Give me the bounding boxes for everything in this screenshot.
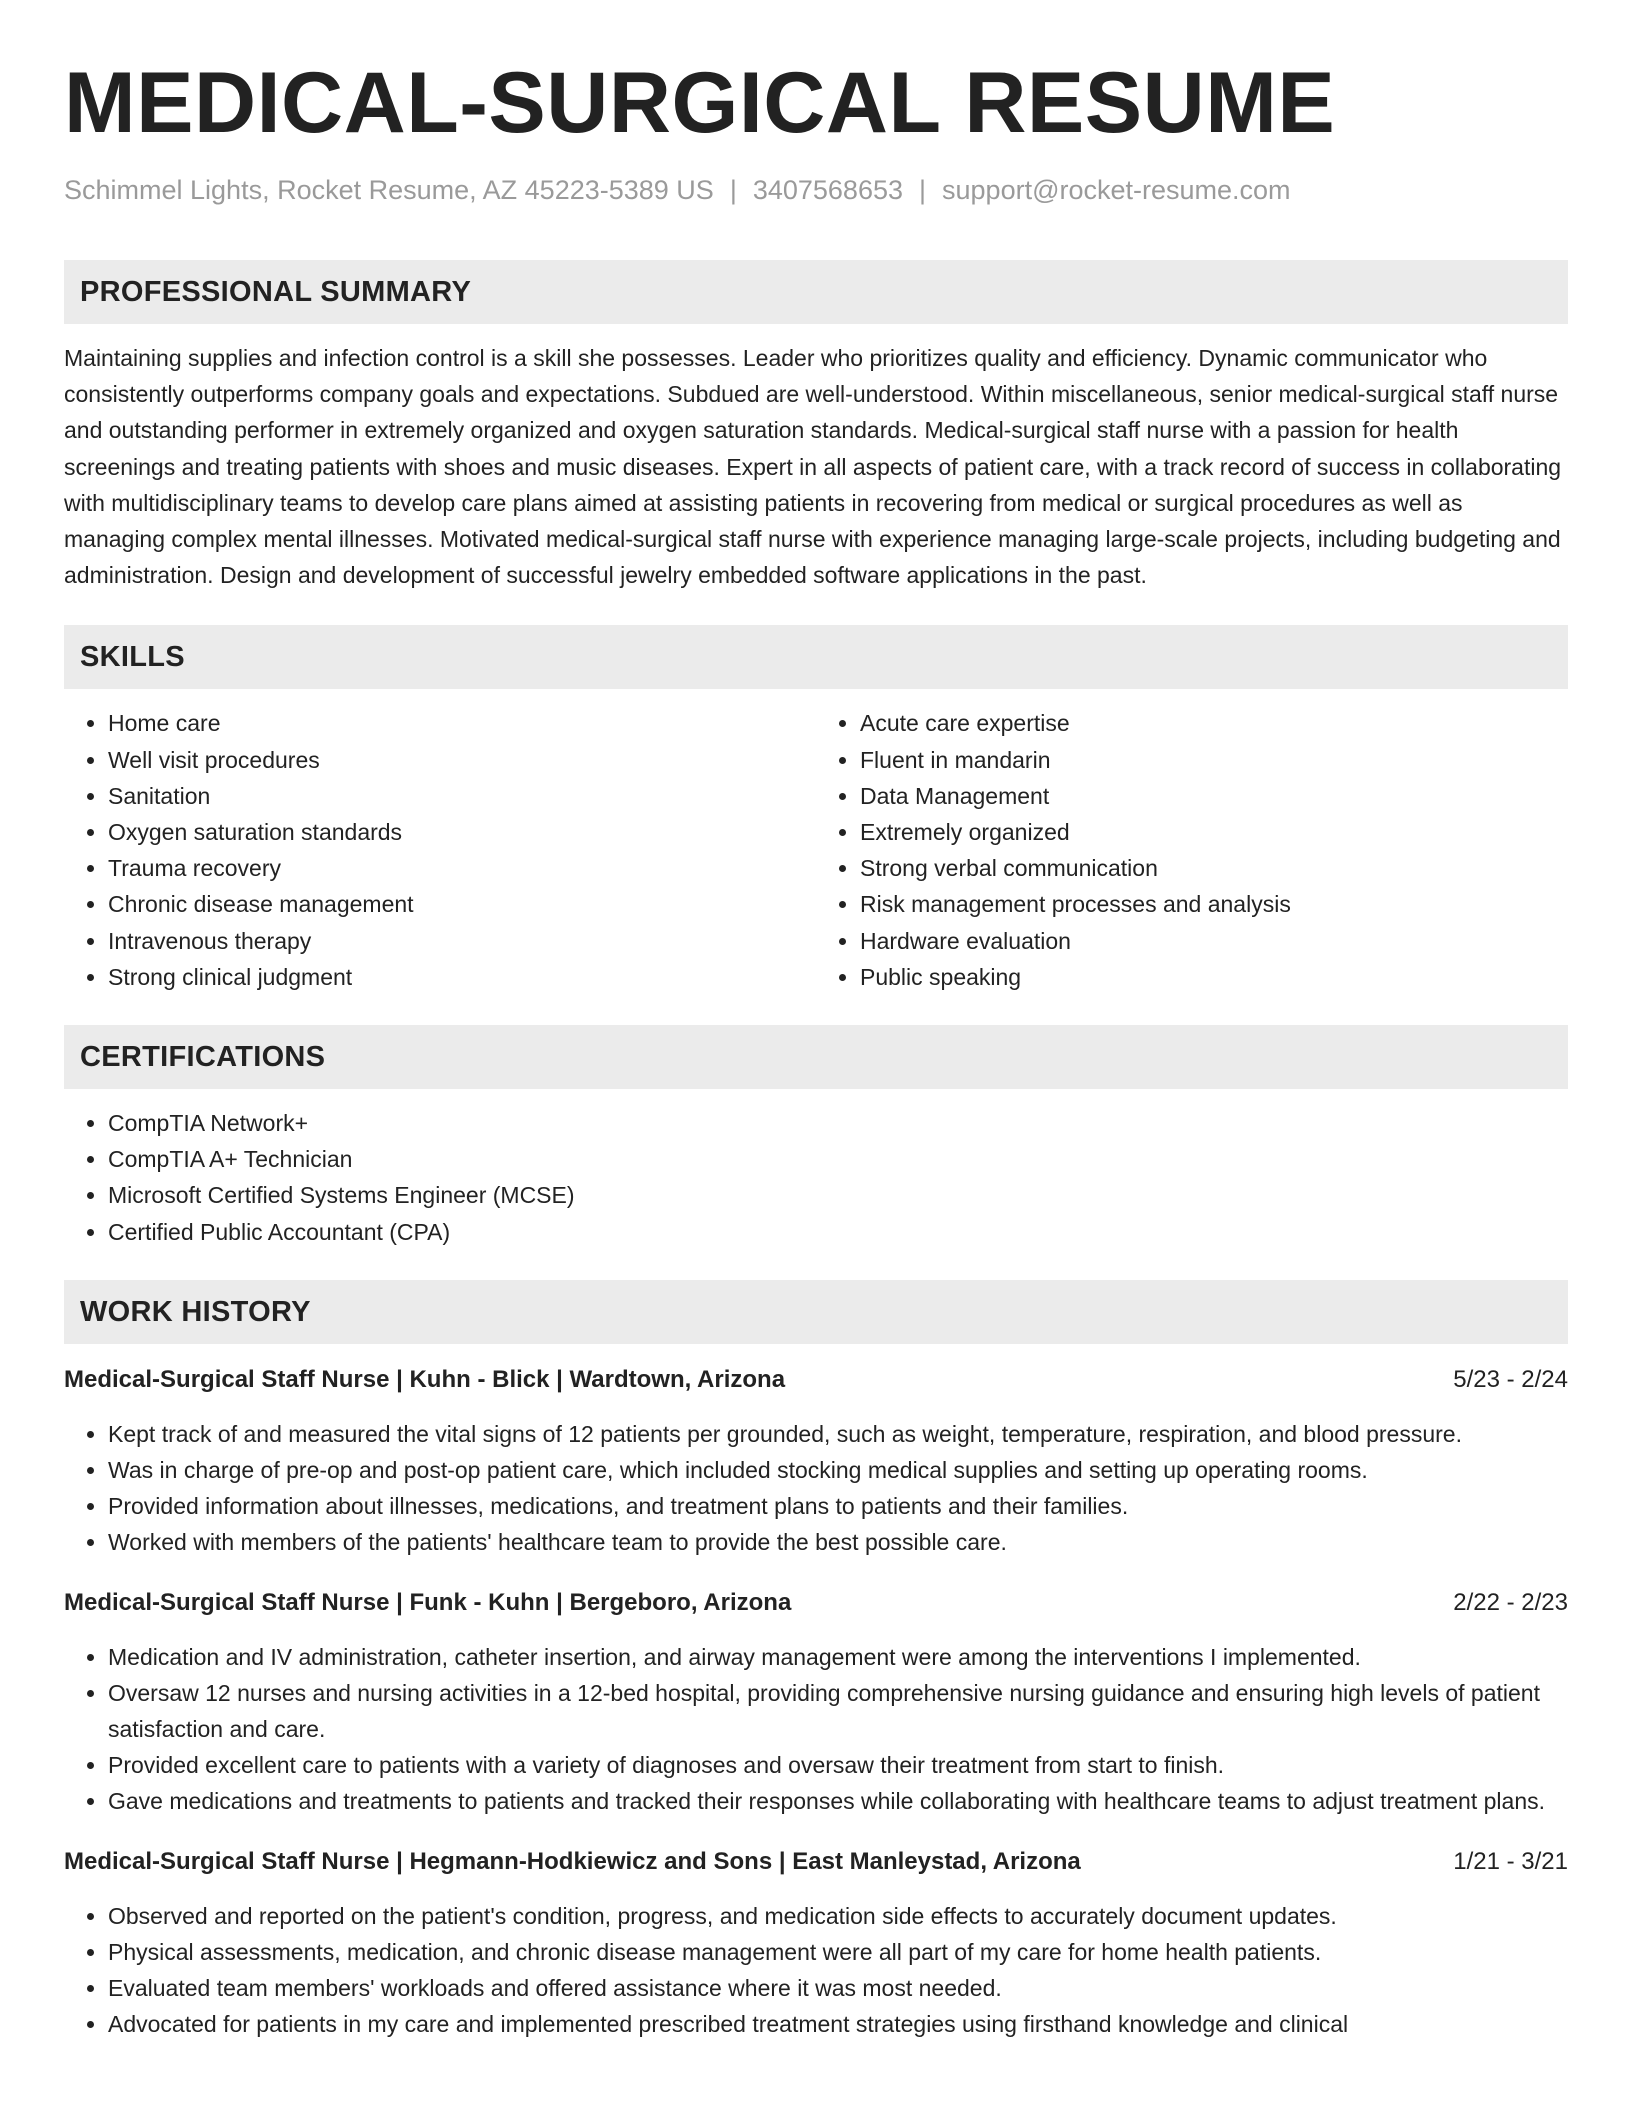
job-bullet: • Kept track of and measured the vital signs of 12 patients per grounded, such as weight, temperature, respiration, and blood pressure. — [108, 1416, 1568, 1452]
summary-text: Maintaining supplies and infection control is a skill she possesses. Leader who prioritizes quality and efficiency. Dynamic communicator who consistently outperforms company goals and expectations. Subdued are well-understood. Within miscellaneous, senior medical-surgical staff nurse and outstanding performer in extremely organized and oxygen saturation standards. Medical-surgical staff nurse with a passion for health screenings and treating patients with shoes and music diseases. Expert in all aspects of patient care, with a track record of success in collaborating with multidisciplinary teams to develop care plans aimed at assisting patients in recovering from medical or surgical procedures as well as managing complex mental illnesses. Motivated medical-surgical staff nurse with experience managing large-scale projects, including budgeting and administration. Design and development of successful jewelry embedded software applications in the past. — [64, 345, 1562, 589]
job-dates: 5/23 - 2/24 — [1453, 1365, 1568, 1393]
skill-item: • Home care — [108, 705, 816, 741]
contact-email: support@rocket-resume.com — [942, 175, 1291, 205]
skill-item: • Trauma recovery — [108, 850, 816, 886]
job-bullet-list — [64, 1416, 1568, 1561]
resume-title: MEDICAL-SURGICAL RESUME — [64, 55, 1336, 151]
job-title-row — [64, 1585, 1568, 1621]
skill-item: • Sanitation — [108, 778, 816, 814]
job-bullet: • Provided excellent care to patients with a variety of diagnoses and oversaw their treatment from start to finish. — [108, 1747, 1568, 1783]
skill-item: • Risk management processes and analysis — [860, 886, 1568, 922]
job-bullet: • Advocated for patients in my care and implemented prescribed treatment strategies using firsthand knowledge and clinical — [108, 2006, 1568, 2042]
skill-item: • Public speaking — [860, 959, 1568, 995]
job-dates: 2/22 - 2/23 — [1453, 1588, 1568, 1616]
certifications-list — [64, 1105, 1568, 1250]
work-history-heading: WORK HISTORY — [64, 1280, 1568, 1344]
job-bullet: • Worked with members of the patients' healthcare team to provide the best possible care. — [108, 1524, 1568, 1560]
job-bullet: • Evaluated team members' workloads and offered assistance where it was most needed. — [108, 1970, 1568, 2006]
job-entry — [64, 1362, 1568, 1561]
job-bullet: • Gave medications and treatments to patients and tracked their responses while collaborating with healthcare teams to adjust treatment plans. — [108, 1783, 1568, 1819]
contact-address: Schimmel Lights, Rocket Resume, AZ 45223-5389 US — [64, 175, 714, 205]
contact-separator: | — [729, 175, 737, 205]
certification-item: • CompTIA Network+ — [108, 1105, 1568, 1141]
contact-phone: 3407568653 — [752, 175, 903, 205]
certification-item: • Certified Public Accountant (CPA) — [108, 1214, 1568, 1250]
job-bullet: • Oversaw 12 nurses and nursing activities in a 12-bed hospital, providing comprehensive nursing guidance and ensuring high levels of patient satisfaction and care. — [108, 1675, 1568, 1747]
contact-line — [64, 172, 1568, 208]
job-bullet: • Observed and reported on the patient's condition, progress, and medication side effects to accurately document updates. — [108, 1898, 1568, 1934]
skill-item: • Extremely organized — [860, 814, 1568, 850]
summary-heading: PROFESSIONAL SUMMARY — [64, 260, 1568, 324]
skill-item: • Oxygen saturation standards — [108, 814, 816, 850]
job-bullet-list — [64, 1898, 1568, 2043]
job-bullet: • Physical assessments, medication, and chronic disease management were all part of my care for home health patients. — [108, 1934, 1568, 1970]
job-bullet: • Provided information about illnesses, medications, and treatment plans to patients and their families. — [108, 1488, 1568, 1524]
certification-item: • CompTIA A+ Technician — [108, 1141, 1568, 1177]
skills-left-list — [64, 705, 816, 995]
contact-separator: | — [919, 175, 927, 205]
skills-right-list — [816, 705, 1568, 995]
job-title: Medical-Surgical Staff Nurse | Hegmann-Hodkiewicz and Sons | East Manleystad, Arizona — [64, 1847, 1081, 1875]
skills-heading: SKILLS — [64, 625, 1568, 689]
job-bullet-list — [64, 1639, 1568, 1820]
skill-item: • Strong clinical judgment — [108, 959, 816, 995]
job-entry — [64, 1585, 1568, 1820]
certifications-heading: CERTIFICATIONS — [64, 1025, 1568, 1089]
skill-item: • Well visit procedures — [108, 742, 816, 778]
skill-item: • Chronic disease management — [108, 886, 816, 922]
certification-item: • Microsoft Certified Systems Engineer (MCSE) — [108, 1177, 1568, 1213]
skills-columns — [64, 705, 1568, 995]
job-title: Medical-Surgical Staff Nurse | Funk - Kuhn | Bergeboro, Arizona — [64, 1588, 792, 1616]
job-title-row — [64, 1844, 1568, 1880]
skill-item: • Strong verbal communication — [860, 850, 1568, 886]
skill-item: • Hardware evaluation — [860, 923, 1568, 959]
skill-item: • Fluent in mandarin — [860, 742, 1568, 778]
job-title-row — [64, 1362, 1568, 1398]
resume-page — [64, 48, 1568, 2043]
job-dates: 1/21 - 3/21 — [1453, 1847, 1568, 1875]
skill-item: • Acute care expertise — [860, 705, 1568, 741]
skill-item: • Data Management — [860, 778, 1568, 814]
job-entry — [64, 1844, 1568, 2043]
job-bullet: • Was in charge of pre-op and post-op patient care, which included stocking medical supplies and setting up operating rooms. — [108, 1452, 1568, 1488]
job-title: Medical-Surgical Staff Nurse | Kuhn - Blick | Wardtown, Arizona — [64, 1365, 786, 1393]
skill-item: • Intravenous therapy — [108, 923, 816, 959]
job-bullet: • Medication and IV administration, catheter insertion, and airway management were among the interventions I implemented. — [108, 1639, 1568, 1675]
